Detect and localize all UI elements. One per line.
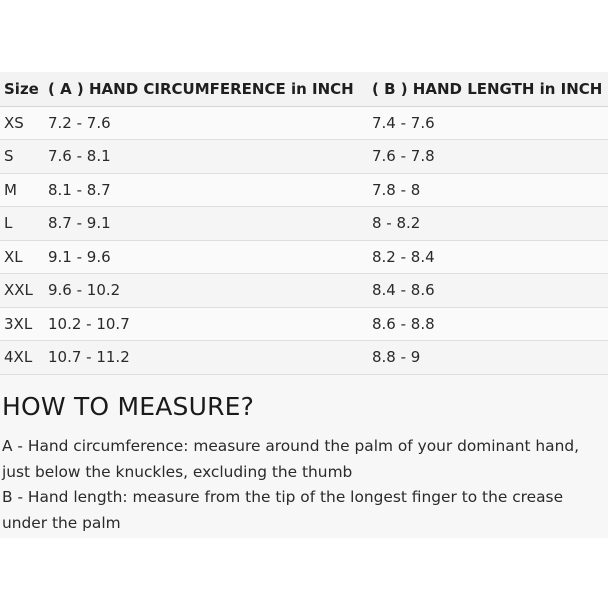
header-hand-circumference: ( A ) HAND CIRCUMFERENCE in INCH xyxy=(46,72,368,106)
cell-size: S xyxy=(0,140,46,174)
cell-length: 7.8 - 8 xyxy=(368,173,608,207)
cell-circumference: 9.6 - 10.2 xyxy=(46,274,368,308)
cell-circumference: 8.7 - 9.1 xyxy=(46,207,368,241)
how-to-measure-section xyxy=(0,390,608,536)
measure-instruction-a: A - Hand circumference: measure around the palm of your dominant hand, just below the knuckles, excluding the thumb xyxy=(2,437,580,481)
table-row xyxy=(0,140,608,174)
header-size: Size xyxy=(0,72,46,106)
cell-circumference: 7.2 - 7.6 xyxy=(46,106,368,140)
cell-size: L xyxy=(0,207,46,241)
cell-size: M xyxy=(0,173,46,207)
cell-size: 3XL xyxy=(0,307,46,341)
table-header xyxy=(0,72,608,106)
cell-circumference: 10.2 - 10.7 xyxy=(46,307,368,341)
size-chart-table xyxy=(0,72,608,375)
cell-circumference: 7.6 - 8.1 xyxy=(46,140,368,174)
measure-instruction-b: B - Hand length: measure from the tip of the longest finger to the crease under the palm xyxy=(2,488,564,532)
cell-length: 7.6 - 7.8 xyxy=(368,140,608,174)
cell-length: 7.4 - 7.6 xyxy=(368,106,608,140)
table-row xyxy=(0,240,608,274)
cell-length: 8.4 - 8.6 xyxy=(368,274,608,308)
cell-length: 8.8 - 9 xyxy=(368,341,608,375)
table-row xyxy=(0,207,608,241)
table-row xyxy=(0,274,608,308)
cell-size: XS xyxy=(0,106,46,140)
header-row xyxy=(0,72,608,106)
how-to-measure-title: HOW TO MEASURE? xyxy=(2,392,255,421)
table-row xyxy=(0,173,608,207)
cell-size: XL xyxy=(0,240,46,274)
table-body xyxy=(0,106,608,374)
cell-size: XXL xyxy=(0,274,46,308)
cell-size: 4XL xyxy=(0,341,46,375)
cell-length: 8.6 - 8.8 xyxy=(368,307,608,341)
table-row xyxy=(0,341,608,375)
cell-circumference: 8.1 - 8.7 xyxy=(46,173,368,207)
cell-length: 8 - 8.2 xyxy=(368,207,608,241)
cell-circumference: 9.1 - 9.6 xyxy=(46,240,368,274)
table-row xyxy=(0,307,608,341)
table-row xyxy=(0,106,608,140)
cell-length: 8.2 - 8.4 xyxy=(368,240,608,274)
header-hand-length: ( B ) HAND LENGTH in INCH xyxy=(368,72,608,106)
cell-circumference: 10.7 - 11.2 xyxy=(46,341,368,375)
